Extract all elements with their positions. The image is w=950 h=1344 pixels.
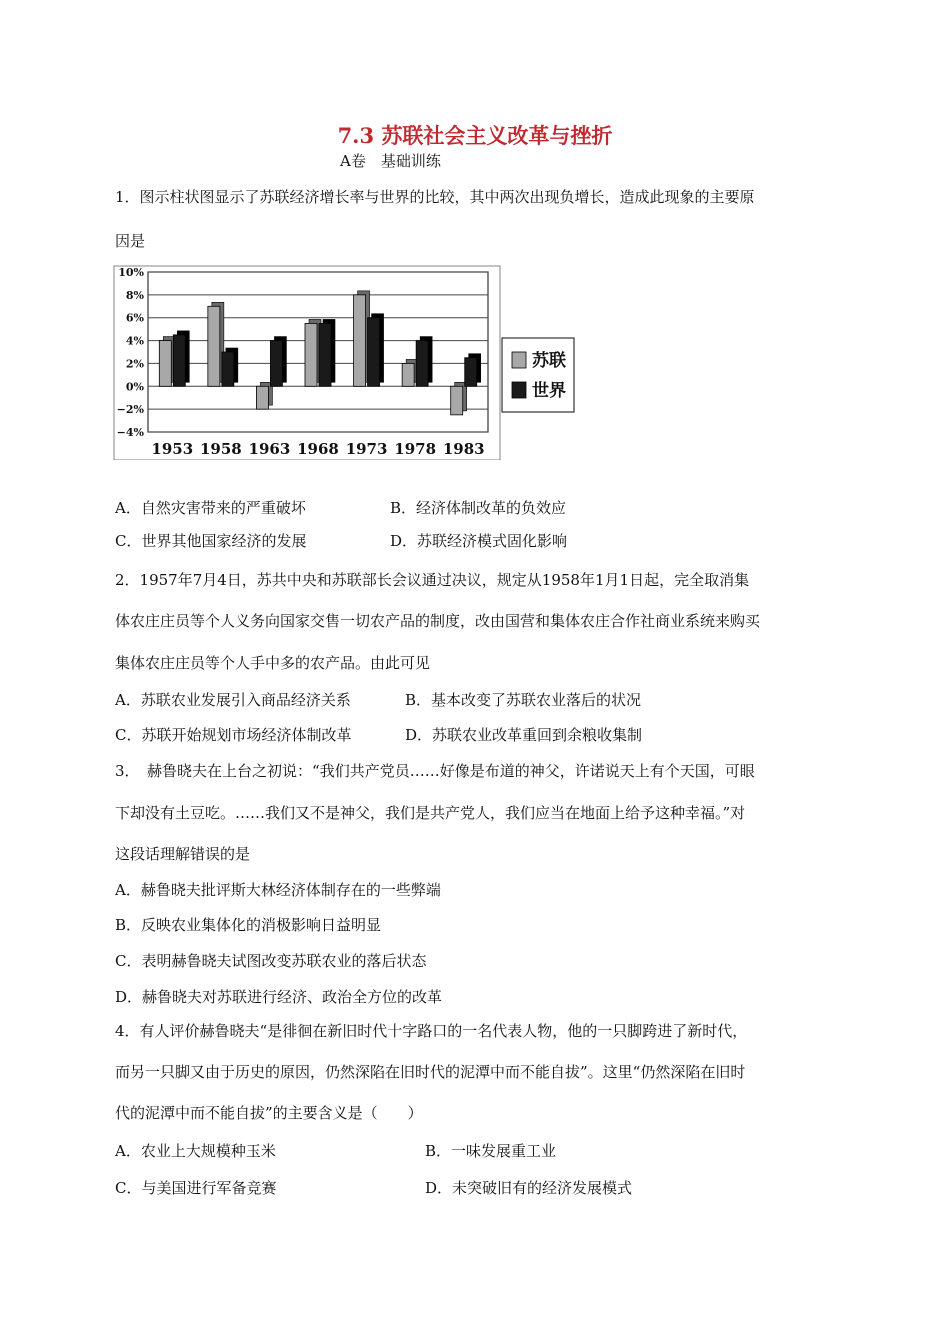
bar-世界-1983 (465, 358, 477, 387)
y-tick-label: −4% (116, 426, 144, 439)
bar-苏联-1973 (354, 295, 366, 386)
q2-line-1: 2．1957年7月4日，苏共中央和苏联部长会议通过决议，规定从1958年1月1日起，完全取消集 (115, 571, 750, 589)
bar-世界-1958 (222, 352, 234, 386)
legend-swatch (512, 352, 526, 368)
q4-line-3: 代的泥潭中而不能自拔”的主要含义是（ ） (115, 1104, 423, 1122)
x-tick-label: 1953 (151, 440, 194, 458)
q4-option-c: C．与美国进行军备竞赛 (115, 1179, 277, 1197)
q3-option-c: C．表明赫鲁晓夫试图改变苏联农业的落后状态 (115, 952, 427, 970)
x-tick-label: 1983 (442, 440, 485, 458)
q1-option-a: A．自然灾害带来的严重破坏 (115, 499, 306, 517)
x-tick-label: 1963 (248, 440, 291, 458)
x-tick-label: 1958 (199, 440, 242, 458)
bar-苏联-1968 (305, 323, 317, 386)
bar-世界-1963 (270, 341, 282, 387)
q3-option-b: B．反映农业集体化的消极影响日益明显 (115, 916, 382, 934)
q4-option-d: D．未突破旧有的经济发展模式 (425, 1179, 633, 1197)
q3-option-a: A．赫鲁晓夫批评斯大林经济体制存在的一些弊端 (115, 881, 441, 899)
legend-label: 苏联 (532, 351, 566, 371)
bar-苏联-1978 (402, 363, 414, 386)
x-tick-label: 1978 (394, 440, 437, 458)
y-tick-label: 4% (125, 334, 144, 348)
q1-option-b: B．经济体制改革的负效应 (390, 499, 567, 517)
q2-option-d: D．苏联农业改革重回到余粮收集制 (405, 726, 643, 744)
q3-line-1: 3． 赫鲁晓夫在上台之初说：“我们共产党员……好像是布道的神父，许诺说天上有个天国，可眼 (115, 762, 755, 780)
legend-swatch (512, 382, 526, 398)
y-tick-label: 2% (125, 357, 144, 371)
q4-line-2: 而另一只脚又由于历史的原因，仍然深陷在旧时代的泥潭中而不能自拔”。这里“仍然深陷在旧时 (115, 1063, 746, 1081)
q4-line-1: 4．有人评价赫鲁晓夫“是徘徊在新旧时代十字路口的一名代表人物，他的一只脚跨进了新时代， (115, 1022, 748, 1040)
q4-option-a: A．农业上大规模种玉米 (115, 1142, 276, 1160)
bar-世界-1973 (368, 318, 380, 387)
y-tick-label: 6% (125, 311, 144, 325)
q1-line-1: 1．图示柱状图显示了苏联经济增长率与世界的比较，其中两次出现负增长，造成此现象的主要原 (115, 188, 755, 206)
bar-苏联-1958 (208, 306, 220, 386)
q2-option-b: B．基本改变了苏联农业落后的状况 (405, 691, 642, 709)
q1-line-2: 因是 (115, 232, 146, 250)
q1-option-c: C．世界其他国家经济的发展 (115, 532, 307, 550)
q1-option-d: D．苏联经济模式固化影响 (390, 532, 568, 550)
bar-世界-1953 (173, 335, 185, 386)
q2-option-c: C．苏联开始规划市场经济体制改革 (115, 726, 352, 744)
legend-label: 世界 (532, 381, 566, 401)
bar-苏联-1953 (159, 341, 171, 387)
x-tick-label: 1973 (345, 440, 388, 458)
growth-bar-chart (110, 260, 590, 460)
q3-line-3: 这段话理解错误的是 (115, 845, 251, 863)
bar-苏联-1983 (451, 386, 463, 415)
y-tick-label: 10% (118, 266, 144, 279)
q3-option-d: D．赫鲁晓夫对苏联进行经济、政治全方位的改革 (115, 988, 443, 1006)
y-tick-label: −2% (116, 403, 144, 417)
q2-line-2: 体农庄庄员等个人义务向国家交售一切农产品的制度，改由国营和集体农庄合作社商业系统来购买 (115, 612, 761, 630)
q4-option-b: B．一味发展重工业 (425, 1142, 557, 1160)
bar-苏联-1963 (256, 386, 268, 409)
y-tick-label: 0% (125, 380, 144, 394)
y-tick-label: 8% (125, 288, 144, 302)
q2-line-3: 集体农庄庄员等个人手中多的农产品。由此可见 (115, 654, 431, 672)
doc-subtitle: A卷 基础训练 (340, 152, 441, 170)
bar-世界-1978 (416, 341, 428, 387)
x-tick-label: 1968 (297, 440, 339, 458)
doc-title: 7.3 苏联社会主义改革与挫折 (337, 123, 613, 148)
q2-option-a: A．苏联农业发展引入商品经济关系 (115, 691, 351, 709)
q3-line-2: 下却没有土豆吃。……我们又不是神父，我们是共产党人，我们应当在地面上给予这种幸福。”对 (115, 804, 746, 822)
bar-世界-1968 (319, 323, 331, 386)
